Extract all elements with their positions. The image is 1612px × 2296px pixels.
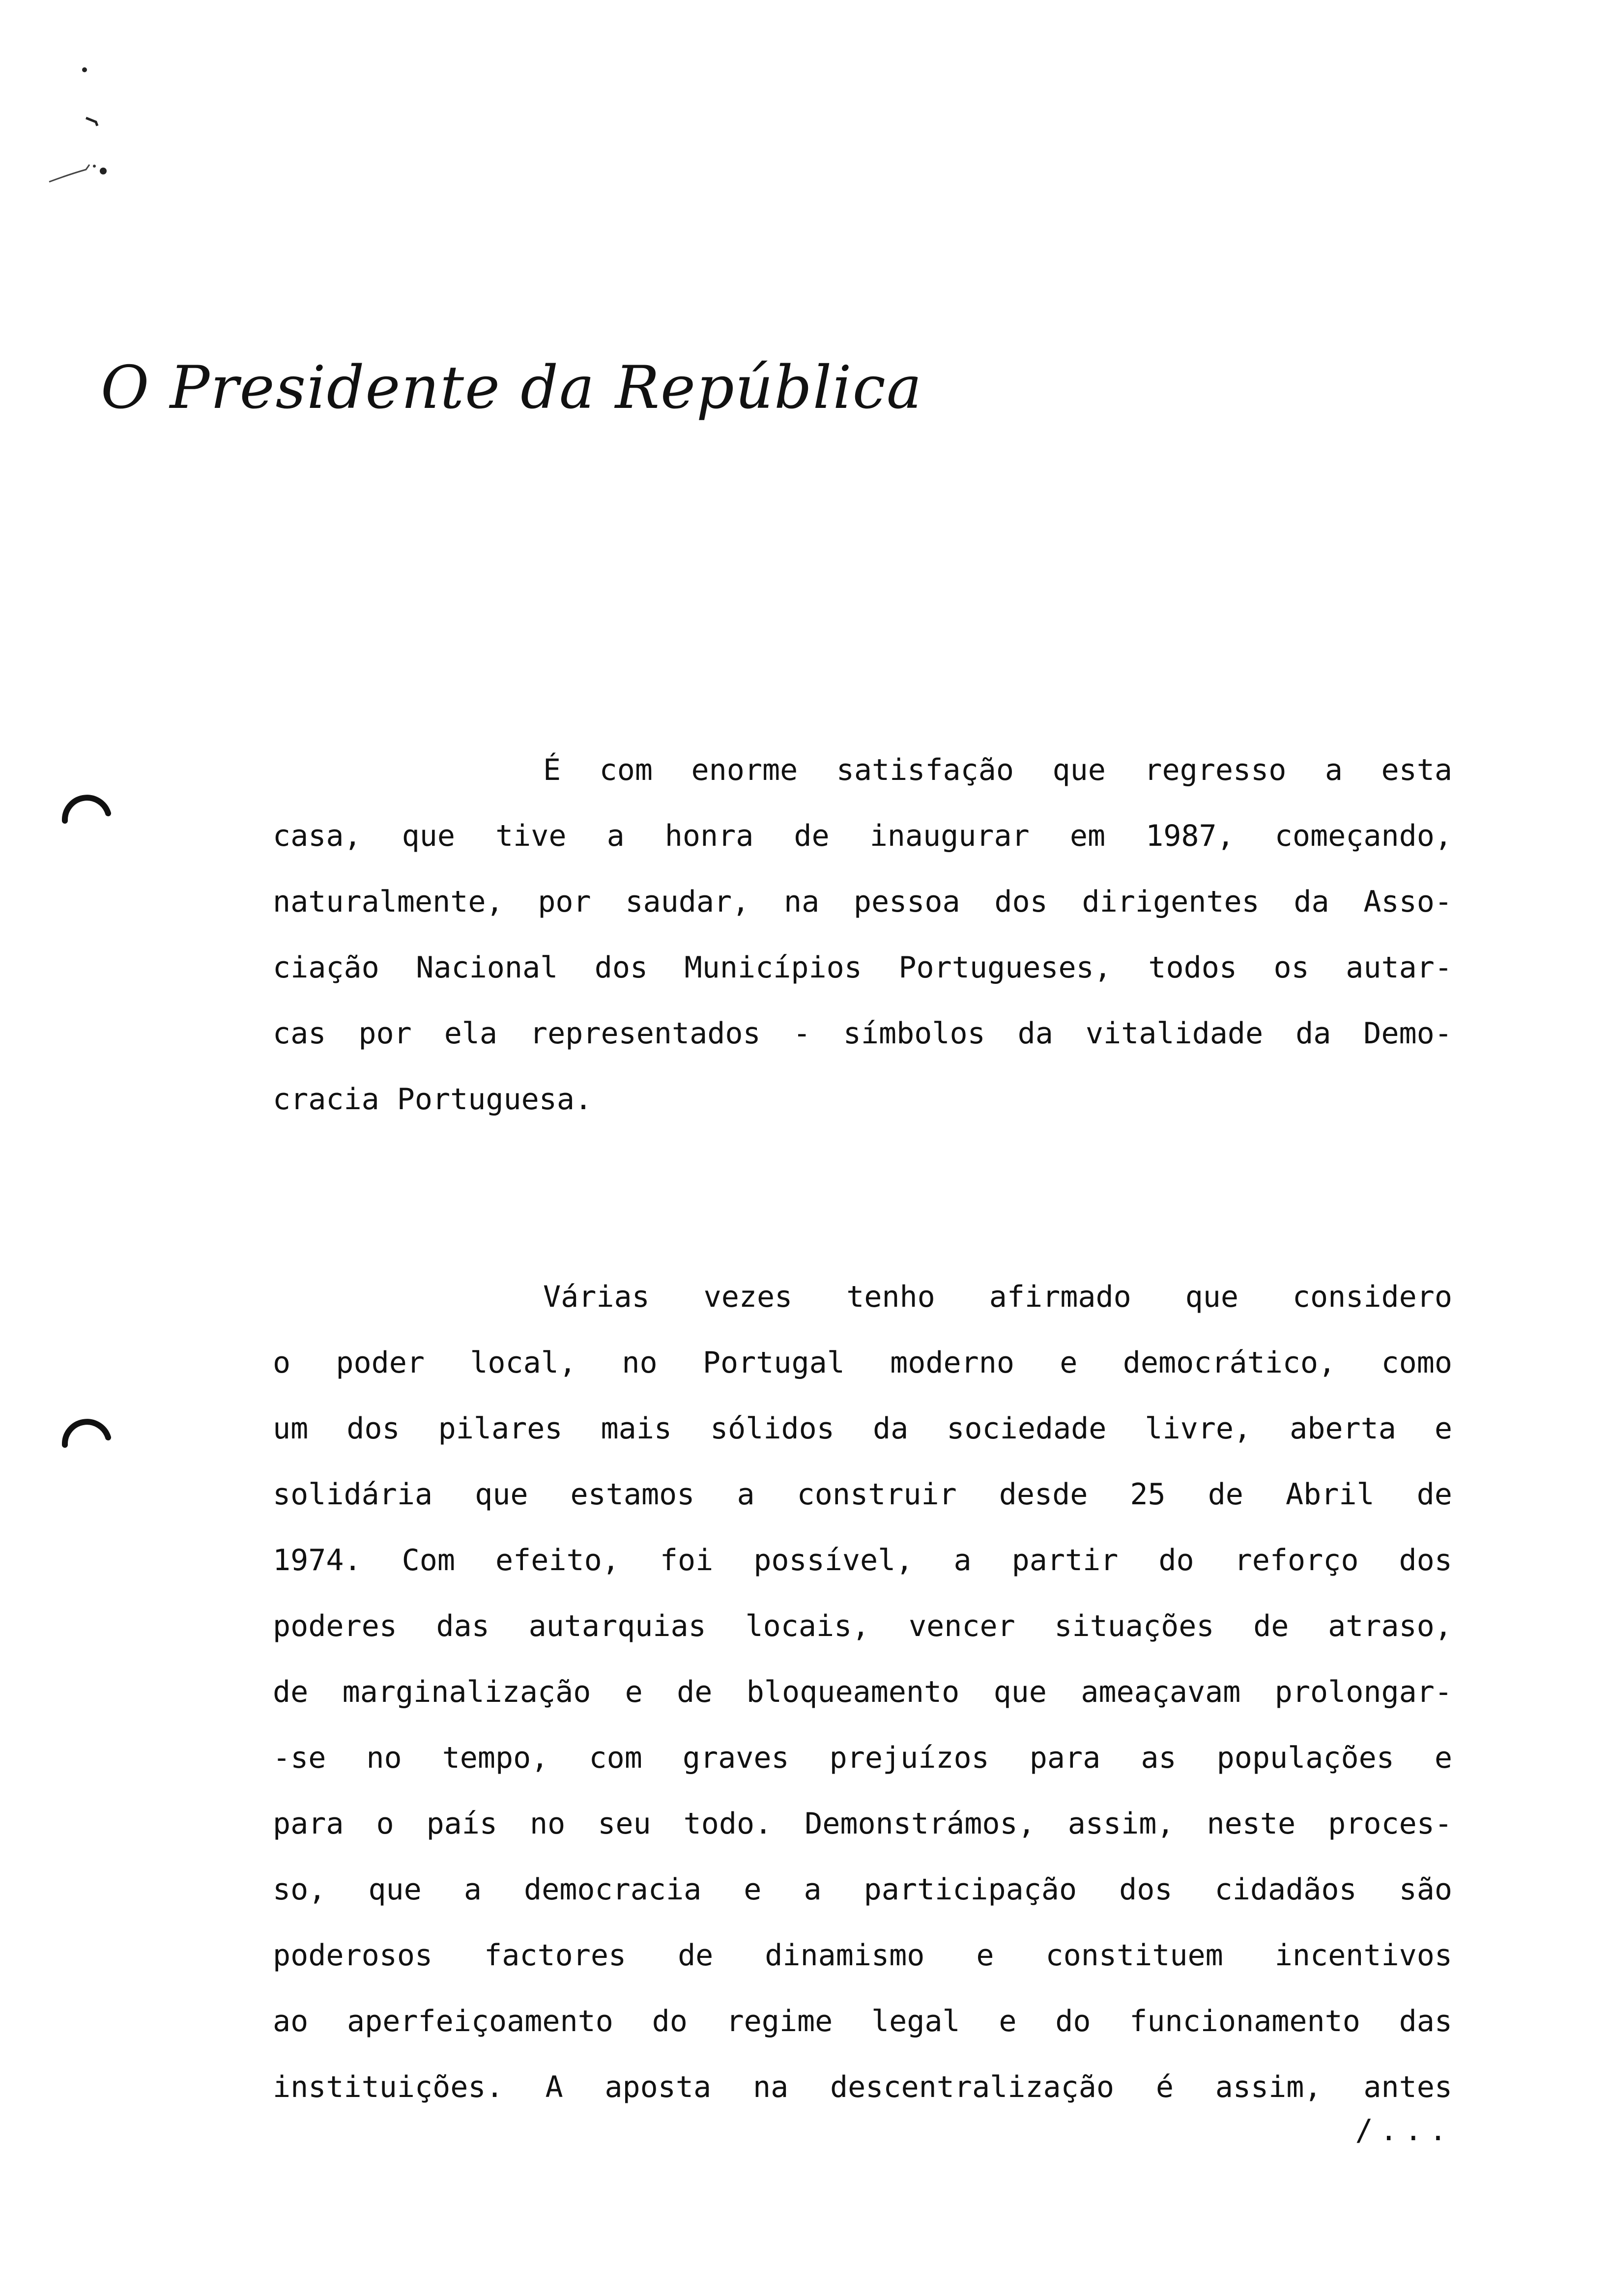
- punch-hole-mark: [59, 786, 113, 840]
- text-line: cracia Portuguesa.: [273, 1082, 593, 1117]
- text-line: Várias vezes tenho afirmado que considero: [543, 1280, 1452, 1314]
- text-line: de marginalização e de bloqueamento que ameaçavam prolongar-: [273, 1675, 1452, 1709]
- text-line: solidária que estamos a construir desde 25 de Abril de: [273, 1477, 1452, 1512]
- paragraph: [273, 1264, 1452, 2120]
- text-line: ciação Nacional dos Municípios Portugueses, todos os autar-: [273, 950, 1452, 985]
- text-line: casa, que tive a honra de inaugurar em 1987, começando,: [273, 819, 1452, 853]
- text-line: poderes das autarquias locais, vencer situações de atraso,: [273, 1609, 1452, 1643]
- text-line: cas por ela representados - símbolos da vitalidade da Demo-: [273, 1016, 1452, 1051]
- text-line: um dos pilares mais sólidos da sociedade livre, aberta e: [273, 1411, 1452, 1446]
- letterhead-title: O Presidente da República: [101, 354, 923, 422]
- punch-hole-mark: [59, 1410, 113, 1464]
- document-body: [273, 737, 1452, 2120]
- paragraph: [273, 737, 1452, 1132]
- text-line: 1974. Com efeito, foi possível, a partir do reforço dos: [273, 1543, 1452, 1578]
- scan-specks: [39, 59, 138, 197]
- text-line: naturalmente, por saudar, na pessoa dos dirigentes da Asso-: [273, 885, 1452, 919]
- text-line: o poder local, no Portugal moderno e democrático, como: [273, 1346, 1452, 1380]
- text-line: poderosos factores de dinamismo e constituem incentivos: [273, 1938, 1452, 1973]
- text-line: so, que a democracia e a participação dos cidadãos são: [273, 1872, 1452, 1907]
- continuation-marker: /...: [1355, 2113, 1454, 2148]
- text-line: -se no tempo, com graves prejuízos para as populações e: [273, 1741, 1452, 1775]
- text-line: ao aperfeiçoamento do regime legal e do funcionamento das: [273, 2004, 1452, 2038]
- text-line: para o país no seu todo. Demonstrámos, assim, neste proces-: [273, 1807, 1452, 1841]
- text-line: instituições. A aposta na descentralização é assim, antes: [273, 2070, 1452, 2104]
- text-line: É com enorme satisfação que regresso a esta: [543, 753, 1452, 787]
